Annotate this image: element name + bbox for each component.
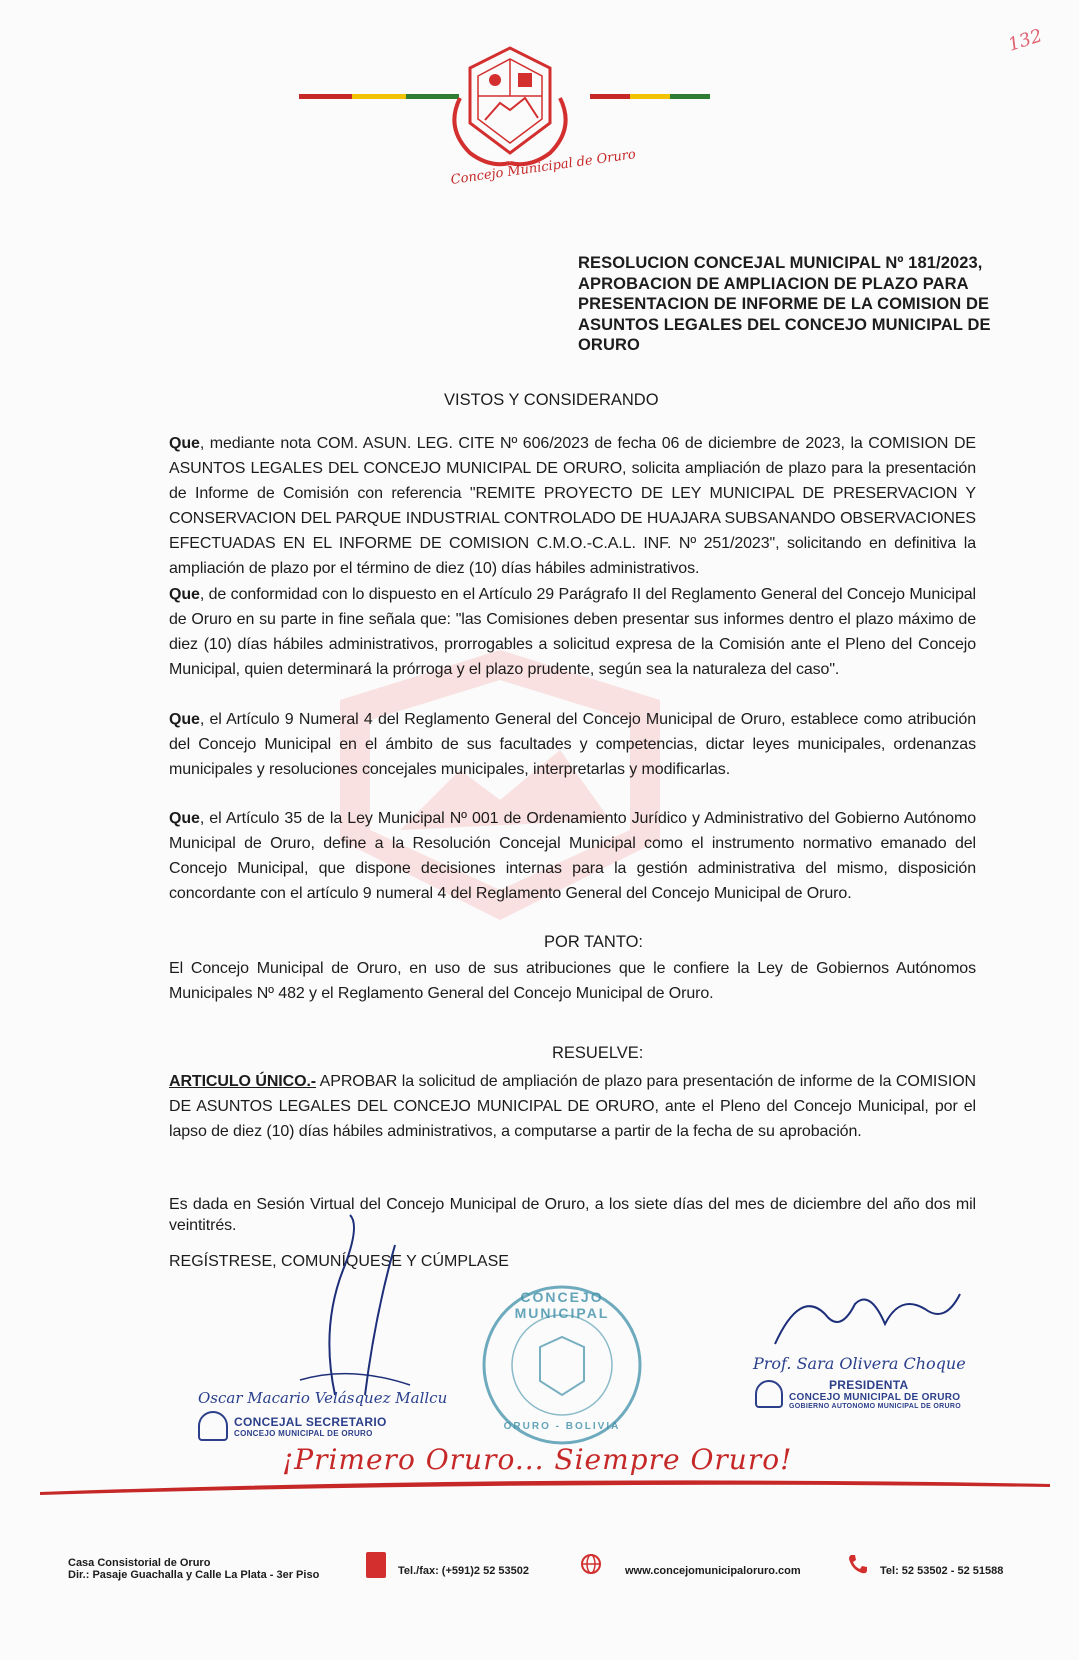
right-signature-scribble: [760, 1284, 970, 1364]
considerando-lead: Que: [169, 435, 200, 452]
section-resuelve: RESUELVE:: [552, 1044, 644, 1062]
slogan: ¡Primero Oruro... Siempre Oruro!: [282, 1443, 793, 1476]
registrese: REGÍSTRESE, COMUNÍQUESE Y CÚMPLASE: [169, 1253, 509, 1270]
considerando-text: , mediante nota COM. ASUN. LEG. CITE Nº 606/2023 de fecha 06 de diciembre de 2023, la COMISION DE ASUNTOS LEGALES DEL CONCEJO MUNICIPAL DE ORURO, solicita ampliación de plazo para la presentación de Informe de Comisión con referencia "REMITE PROYECTO DE LEY MUNICIPAL DE PRESERVACION Y CONSERVACION DEL PARQUE INDUSTRIAL CONTROLADO DE HUAJARA SUBSANANDO OBSERVACIONES EFECTUADAS EN EL INFORME DE COMISION C.M.O.-C.A.L. INF. Nº 251/2023", solicitando en definitiva la ampliación de plazo por el término de diez (10) días hábiles administrativos.: [169, 435, 976, 577]
left-signer-role: CONCEJAL SECRETARIO: [234, 1414, 387, 1429]
articulo-unico: [169, 1069, 976, 1144]
articulo-label: ARTICULO ÚNICO.-: [169, 1073, 317, 1090]
section-vistos: VISTOS Y CONSIDERANDO: [444, 391, 659, 409]
seal-text-bottom: ORURO - BOLIVIA: [503, 1421, 621, 1432]
considerando-lead: Que: [169, 810, 200, 827]
considerando-1: [169, 431, 976, 581]
considerando-text: , el Artículo 9 Numeral 4 del Reglamento General del Concejo Municipal de Oruro, establece como atribución del Concejo Municipal en el ámbito de sus facultades y competencias, dictar leyes municipales, ordenanzas municipales y resoluciones concejales municipales, interpretarlas y modificarlas.: [169, 711, 976, 778]
seal-icon: [198, 1411, 228, 1441]
considerando-text: , el Artículo 35 de la Ley Municipal Nº 001 de Ordenamiento Jurídico y Administrativo del Gobierno Autónomo Municipal de Oruro, define a la Resolución Concejal Municipal como el instrumento normativo emanado del Concejo Municipal, que dispone decisiones internas para la gestión administrativa del mismo, disposición concordante con el artículo 9 numeral 4 del Reglamento General del Concejo Municipal de Oruro.: [169, 810, 976, 902]
phone-icon: [846, 1552, 870, 1576]
right-signer-role: PRESIDENTA: [829, 1378, 909, 1392]
web-icon: [580, 1553, 604, 1577]
considerando-lead: Que: [169, 711, 200, 728]
right-seal: [755, 1378, 961, 1410]
footer-swoosh: [0, 1470, 1079, 1500]
footer-phones: Tel: 52 53502 - 52 51588: [880, 1565, 1004, 1577]
seal-text-top: CONCEJO MUNICIPAL: [514, 1289, 610, 1321]
por-tanto-text: El Concejo Municipal de Oruro, en uso de sus atribuciones que le confiere la Ley de Gobiernos Autónomos Municipales Nº 482 y el Reglamento General del Concejo Municipal de Oruro.: [169, 960, 976, 1002]
right-signer-org2: GOBIERNO AUTONOMO MUNICIPAL DE ORURO: [789, 1403, 961, 1410]
closing-text: Es dada en Sesión Virtual del Concejo Municipal de Oruro, a los siete días del mes de diciembre del año dos mil veintitrés.: [169, 1196, 976, 1234]
official-seal: [478, 1281, 646, 1449]
footer-telfax: Tel./fax: (+591)2 52 53502: [398, 1565, 529, 1577]
header-bar-right: [590, 94, 710, 99]
right-signer-org: CONCEJO MUNICIPAL DE ORURO: [789, 1392, 961, 1403]
fax-icon: [366, 1552, 386, 1578]
footer-address-line2: Dir.: Pasaje Guachalla y Calle La Plata - 3er Piso: [68, 1569, 320, 1581]
right-signer-name: Prof. Sara Olivera Choque: [753, 1354, 966, 1373]
footer-website[interactable]: www.concejomunicipaloruro.com: [625, 1565, 801, 1577]
considerando-2: [169, 582, 976, 682]
articulo-text: APROBAR la solicitud de ampliación de plazo para presentación de informe de la COMISION DE ASUNTOS LEGALES DEL CONCEJO MUNICIPAL DE ORURO, ante el Pleno del Concejo Municipal, por el lapso de diez (10) días hábiles administrativos, a computarse a partir de la fecha de su aprobación.: [169, 1073, 976, 1140]
section-por-tanto: POR TANTO:: [544, 933, 644, 951]
left-seal: [198, 1411, 387, 1441]
resolution-title: RESOLUCION CONCEJAL MUNICIPAL Nº 181/2023, APROBACION DE AMPLIACION DE PLAZO PARA PRESENTACION DE INFORME DE LA COMISION DE ASUNTOS LEGALES DEL CONCEJO MUNICIPAL DE ORURO: [578, 254, 991, 354]
footer-address: [68, 1557, 319, 1581]
considerando-3: [169, 707, 976, 782]
seal-icon: [755, 1380, 783, 1408]
considerando-4: [169, 806, 976, 906]
left-signature-scribble: [290, 1205, 420, 1405]
considerando-text: , de conformidad con lo dispuesto en el Artículo 29 Parágrafo II del Reglamento General del Concejo Municipal de Oruro en su parte in fine señala que: "las Comisiones deben presentar sus informes dentro el plazo máximo de diez (10) días hábiles administrativos, prorrogables a solicitud expresa de la Comisión ante el Pleno del Concejo Municipal, quien determinará la prórroga y el plazo prudente, según sea la naturaleza del caso".: [169, 586, 976, 678]
page-number: 132: [1005, 25, 1045, 56]
left-signer-org: CONCEJO MUNICIPAL DE ORURO: [234, 1428, 373, 1438]
logo-caption: Concejo Municipal de Oruro: [449, 147, 637, 188]
left-signer-name: Oscar Macario Velásquez Mallcu: [198, 1389, 448, 1407]
footer-address-line1: Casa Consistorial de Oruro: [68, 1557, 211, 1569]
considerando-lead: Que: [169, 586, 200, 603]
